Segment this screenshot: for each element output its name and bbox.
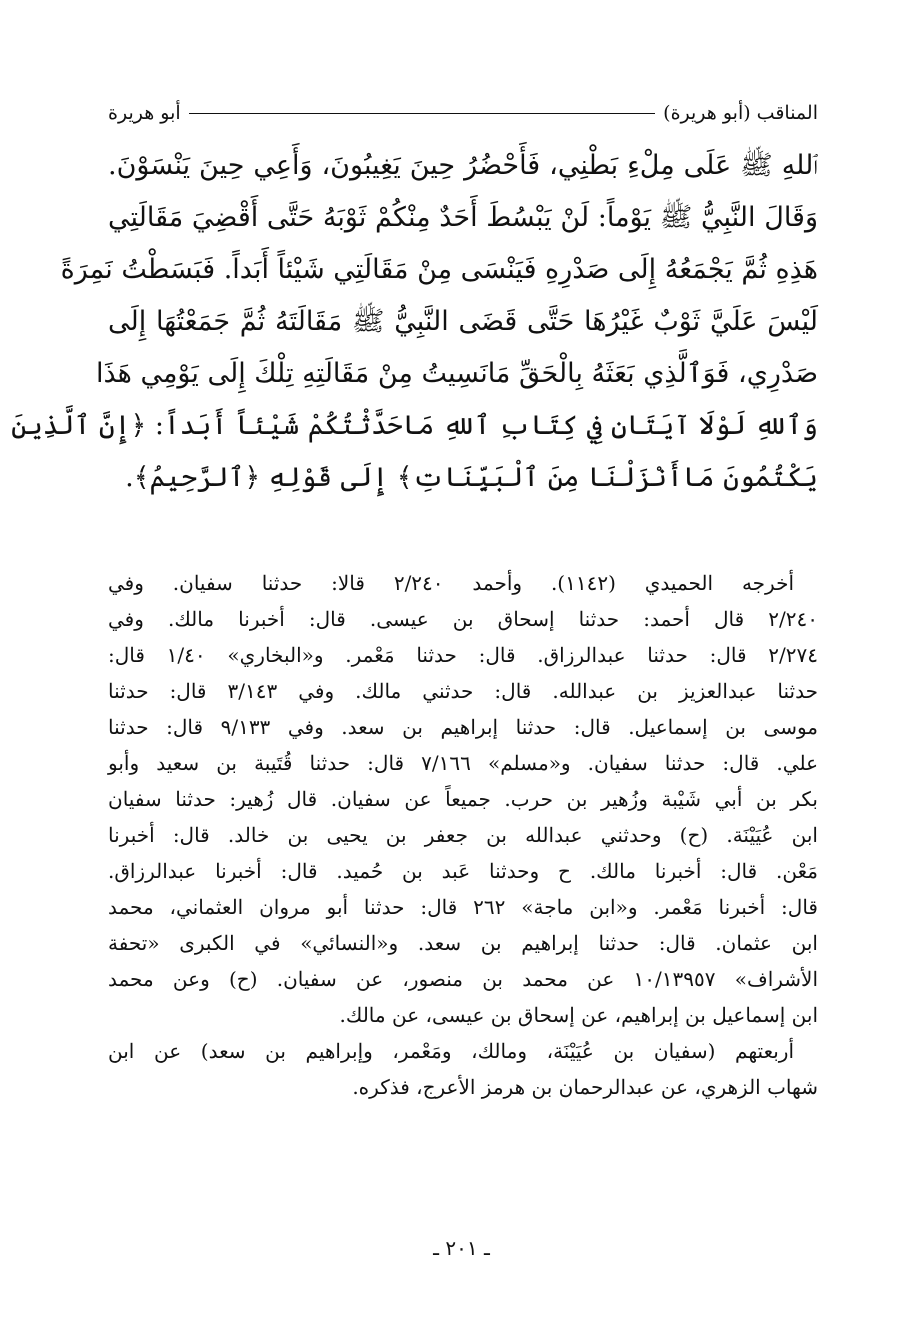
- takhrij-line: مَعْن. قال: أخبرنا مالك. ح وحدثنا عَبد بن حُميد. قال: أخبرنا عبدالرزاق.: [108, 859, 819, 883]
- hadith-line: لَيْسَ عَلَيَّ ثَوْبٌ غَيْرُهَا حَتَّى قَضَى النَّبِيُّ ﷺ مَقَالَتَهُ ثُمَّ جَمَعْتُهَا إِلَى: [108, 306, 818, 337]
- running-header: [108, 96, 818, 130]
- takhrij-line: علي. قال: حدثنا سفيان. و«مسلم» ٧/١٦٦ قال: حدثنا قُتَيبة بن سعيد وأبو: [108, 751, 818, 775]
- header-chapter-title: المناقب (أبو هريرة): [663, 102, 818, 124]
- takhrij-line: شهاب الزهري، عن عبدالرحمان بن هرمز الأعرج، فذكره.: [352, 1075, 818, 1099]
- header-rule: [189, 113, 656, 114]
- takhrij-line: ابن عثمان. قال: حدثنا إبراهيم بن سعد. و«النسائي» في الكبرى «تحفة: [108, 931, 818, 955]
- takhrij-line: أربعتهم (سفيان بن عُيَيْنَة، ومالك، ومَعْمر، وإبراهيم بن سعد) عن ابن: [108, 1039, 794, 1063]
- takhrij-line: قال: أخبرنا مَعْمر. و«ابن ماجة» ٢٦٢ قال: حدثنا أبو مروان العثماني، محمد: [108, 895, 818, 919]
- takhrij-line: ابن إسماعيل بن إبراهيم، عن إسحاق بن عيسى، عن مالك.: [339, 1003, 818, 1027]
- takhrij-line: موسى بن إسماعيل. قال: حدثنا إبراهيم بن سعد. وفي ٩/١٣٣ قال: حدثنا: [108, 715, 819, 739]
- header-section-title: أبو هريرة: [108, 102, 181, 124]
- takhrij-line: حدثنا عبدالعزيز بن عبدالله. قال: حدثني مالك. وفي ٣/١٤٣ قال: حدثنا: [108, 679, 818, 703]
- takhrij-line: الأشراف» ١٠/١٣٩٥٧ عن محمد بن منصور، عن سفيان. (ح) وعن محمد: [108, 967, 819, 991]
- hadith-line: وَٱللهِ لَوْلَا آيَتَانِ فِي كِتَابِ ٱللهِ مَاحَدَّثْتُكُمْ شَيْئاً أَبَداً: ﴿إِنَّ ٱلَّذِينَ: [11, 410, 818, 441]
- takhrij-line: ٢/٢٤٠ قال أحمد: حدثنا إسحاق بن عيسى. قال: أخبرنا مالك. وفي: [108, 607, 818, 631]
- hadith-line: ٱللهِ ﷺ عَلَى مِلْءِ بَطْنِي، فَأَحْضُرُ حِينَ يَغِيبُونَ، وَأَعِي حِينَ يَنْسَوْنَ.: [108, 150, 818, 181]
- takhrij-notes: [108, 565, 818, 1105]
- takhrij-line: أخرجه الحميدي (١١٤٢). وأحمد ٢/٢٤٠ قالا: حدثنا سفيان. وفي: [108, 571, 794, 595]
- hadith-line: هَذِهِ ثُمَّ يَجْمَعُهُ إِلَى صَدْرِهِ فَيَنْسَى مِنْ مَقَالَتِي شَيْئاً أَبَداً. فَبَسَطْتُ نَمِرَةً: [60, 254, 818, 285]
- takhrij-line: ابن عُيَيْنَة. (ح) وحدثني عبدالله بن جعفر بن يحيى بن خالد. قال: أخبرنا: [108, 823, 818, 847]
- takhrij-line: بكر بن أبي شَيْبة وزُهير بن حرب. جميعاً عن سفيان. قال زُهير: حدثنا سفيان: [108, 787, 819, 811]
- takhrij-line: ٢/٢٧٤ قال: حدثنا عبدالرزاق. قال: حدثنا مَعْمر. و«البخاري» ١/٤٠ قال:: [108, 643, 818, 667]
- hadith-line: وَقَالَ النَّبِيُّ ﷺ يَوْماً: لَنْ يَبْسُطَ أَحَدٌ مِنْكُمْ ثَوْبَهُ حَتَّى أَقْضِيَ مَقَالَتِي: [108, 202, 818, 233]
- hadith-text: [11, 140, 818, 504]
- hadith-line: يَكْتُمُونَ مَاأَنْزَلْنَا مِنَ ٱلْبَيِّنَاتِ﴾ إِلَى قَوْلِهِ ﴿ٱلرَّحِيمُ﴾.: [125, 462, 818, 493]
- hadith-line: صَدْرِي، فَوَٱلَّذِي بَعَثَهُ بِالْحَقِّ مَانَسِيتُ مِنْ مَقَالَتِهِ تِلْكَ إِلَى يَوْمِي هَذَا: [95, 358, 818, 389]
- page-number: ـ ٢٠١ ـ: [433, 1236, 490, 1260]
